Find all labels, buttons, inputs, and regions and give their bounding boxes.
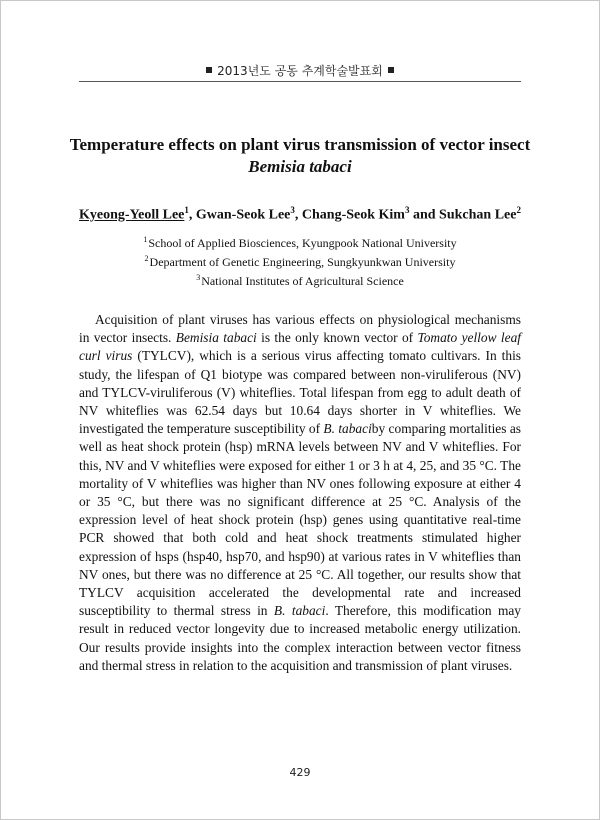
author-affiliation-mark: 1 <box>184 205 189 215</box>
abstract-text: is the only known vector of <box>256 330 418 346</box>
affiliation-mark: 1 <box>143 235 148 244</box>
abstract-text: (TYLCV), which is a serious virus affecting tomato cultivars. In this study, the lifespan of Q1 biotype was compared between non-viruliferous (NV) and TYLCV-viruliferous (V) whiteflies. Total lifespan from egg to adult death of NV whiteflies was 62.54 days but 10.64 days shorter in V whiteflies. We investigated the temperature susceptibility of <box>79 348 522 437</box>
affiliation <box>60 251 540 270</box>
title-species: Bemisia tabaci <box>248 157 352 176</box>
abstract-text: . Therefore, this modification may result in reduced vector longevity due to increased metabolic energy utilization. Our results provide insights into the complex interaction between vector fitness and thermal stress in relation to the acquisition and transmission of plant viruses. <box>79 603 521 673</box>
title-line: Temperature effects on plant virus transmission of vector insect <box>69 135 531 154</box>
abstract-italic: B. tabaci <box>323 421 372 437</box>
affiliation <box>60 232 540 251</box>
affiliation-text: School of Applied Biosciences, Kyungpook National University <box>148 236 457 250</box>
abstract-text: Acquisition of plant viruses has various effects on physiological mechanisms in vector insects. <box>79 312 521 346</box>
header-text: 2013년도 공동 추계학술발표회 <box>217 64 383 78</box>
author-affiliation-mark: 3 <box>404 205 410 215</box>
affiliation-mark: 3 <box>196 273 201 282</box>
square-bullet-icon <box>206 67 212 73</box>
author-name: Sukchan Lee <box>439 207 517 223</box>
abstract-paragraph <box>79 311 521 675</box>
affiliation-text: Department of Genetic Engineering, Sungkyunkwan University <box>149 255 456 269</box>
author-name: Kyeong-Yeoll Lee <box>79 207 185 223</box>
author-affiliation-mark: 3 <box>290 205 295 215</box>
author-list <box>40 205 560 224</box>
paper-title <box>60 134 540 178</box>
abstract-text: by comparing mortalities as well as heat shock protein (hsp) mRNA levels between NV and V whiteflies. For this, NV and V whiteflies were exposed for either 1 or 3 h at 4, 25, and 35 °C. The mortality of V whiteflies was higher than NV ones following exposure at either 4 or 35 °C, but there was no significant difference at 25 °C. Analysis of the expression level of heat shock protein (hsp) genes using quantitative real-time PCR showed that both cold and heat shock treatments stimulated higher expression of hsps (hsp40, hsp70, and hsp90) at various rates in V whiteflies than NV ones, but there was no difference at 25 °C. All together, our results show that TYLCV acquisition accelerated the developmental rate and increased susceptibility to thermal stress in <box>79 421 521 619</box>
square-bullet-icon <box>388 67 394 73</box>
author-name: Chang-Seok Kim <box>301 207 405 223</box>
affiliation-list <box>60 232 540 289</box>
affiliation-text: National Institutes of Agricultural Science <box>201 274 404 288</box>
affiliation-mark: 2 <box>144 254 149 263</box>
abstract-italic: Tomato yellow leaf curl virus <box>79 330 521 364</box>
abstract-italic: Bemisia tabaci <box>175 330 257 346</box>
abstract-italic: B. tabaci <box>273 603 326 619</box>
author-name: Gwan-Seok Lee <box>195 207 291 223</box>
author-separator: , <box>188 207 196 223</box>
header-rule <box>79 81 521 82</box>
running-header <box>0 62 600 79</box>
author-affiliation-mark: 2 <box>516 205 521 215</box>
author-separator: , <box>294 207 302 223</box>
affiliation <box>60 270 540 289</box>
page-number: 429 <box>289 766 311 779</box>
author-conjunction: and <box>409 207 440 223</box>
